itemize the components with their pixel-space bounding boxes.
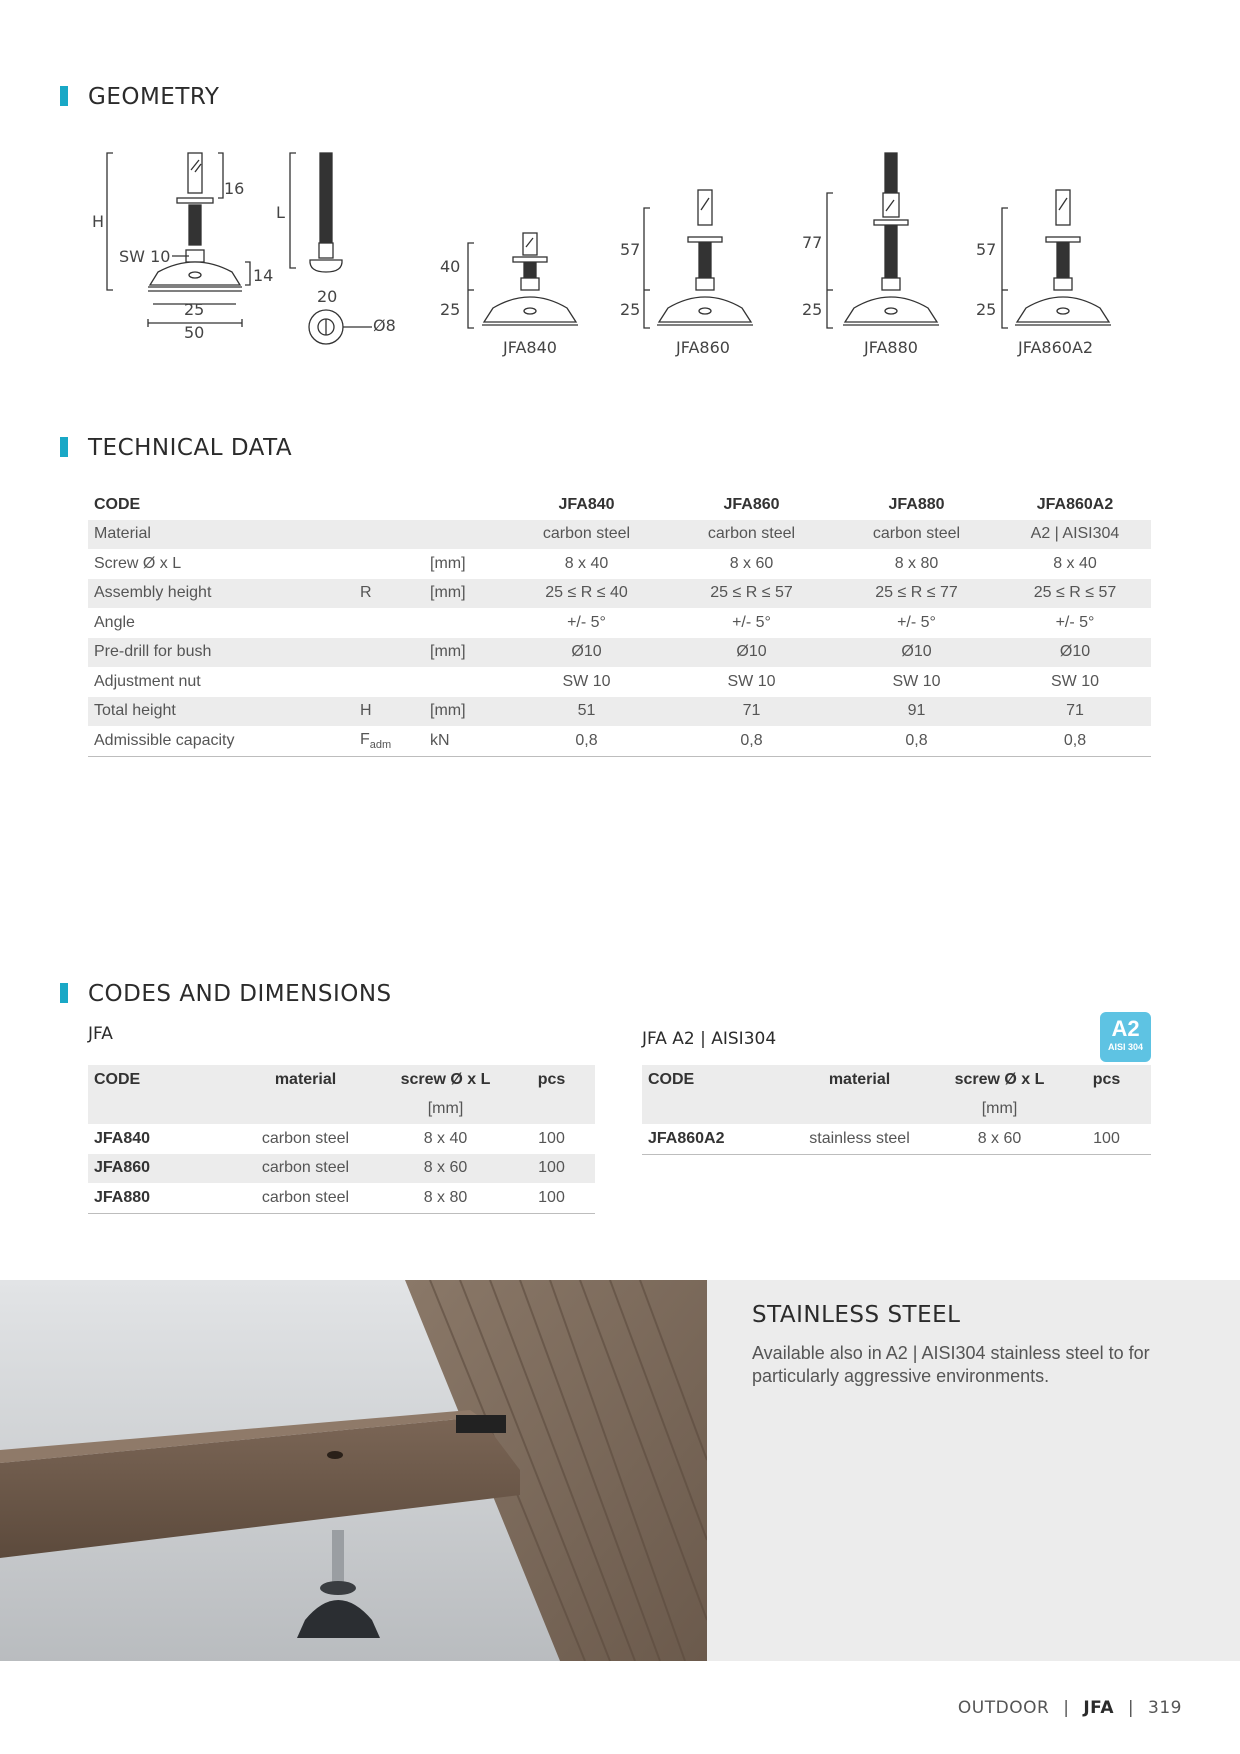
table-header: CODE material screw Ø x L pcs xyxy=(88,1065,595,1095)
dim-label-50: 50 xyxy=(184,323,205,342)
foot-drawing-jfa840 xyxy=(468,233,578,328)
dim-label-25: 25 xyxy=(184,300,205,319)
model-top-dim: 57 xyxy=(620,240,641,259)
model-code: JFA860A2 xyxy=(1018,338,1094,357)
table-row: Assembly height R [mm] 25 ≤ R ≤ 40 25 ≤ R ≤ 57 25 ≤ R ≤ 77 25 ≤ R ≤ 57 xyxy=(88,579,1151,609)
a2-table-title: JFA A2 | AISI304 xyxy=(642,1029,777,1049)
section-title-codes: CODES AND DIMENSIONS xyxy=(60,981,392,1007)
foot-drawing-jfa880 xyxy=(827,153,939,328)
product-photo xyxy=(0,1280,707,1661)
section-marker xyxy=(60,983,68,1003)
a2-codes-table xyxy=(642,1065,1151,1155)
table-unit-row: [mm] xyxy=(642,1095,1151,1125)
foot-drawing-jfa860 xyxy=(644,190,753,328)
stainless-steel-box xyxy=(707,1280,1240,1661)
screw-detail-drawing xyxy=(290,153,372,344)
page-number: 319 xyxy=(1148,1698,1182,1718)
table-row: Screw Ø x L [mm] 8 x 40 8 x 60 8 x 80 8 x 40 xyxy=(94,554,1097,572)
table-row: Adjustment nut SW 10 SW 10 SW 10 SW 10 xyxy=(94,672,1099,690)
table-header: CODE material screw Ø x L pcs xyxy=(642,1065,1151,1095)
table-row: Pre-drill for bush [mm] Ø10 Ø10 Ø10 Ø10 xyxy=(88,638,1151,668)
model-top-dim: 57 xyxy=(976,240,997,259)
model-code: JFA840 xyxy=(503,338,557,357)
dim-label-16: 16 xyxy=(224,179,245,198)
dim-label-h: H xyxy=(92,212,105,231)
table-row: JFA860A2 stainless steel 8 x 60 100 xyxy=(642,1124,1151,1154)
stainless-title: STAINLESS STEEL xyxy=(752,1302,961,1328)
jfa-table-title: JFA xyxy=(88,1024,113,1044)
dim-label-14: 14 xyxy=(253,266,274,285)
page-footer: OUTDOOR | JFA | 319 xyxy=(957,1698,1182,1718)
dim-label-sw: SW 10 xyxy=(119,247,171,266)
model-top-dim: 40 xyxy=(440,257,461,276)
table-row: Admissible capacity $F_{adm}$ kN 0,8 0,8 0,8 0,8 xyxy=(88,726,1151,756)
footer-product: JFA xyxy=(1083,1698,1114,1718)
foot-drawing-jfa860a2 xyxy=(1002,190,1111,328)
model-bottom-dim: 25 xyxy=(620,300,641,319)
table-row: JFA840 carbon steel 8 x 40 100 xyxy=(94,1129,565,1147)
geometry-drawings xyxy=(0,0,1240,370)
dim-label-d8: Ø8 xyxy=(373,316,396,335)
model-bottom-dim: 25 xyxy=(976,300,997,319)
table-unit-row: [mm] xyxy=(88,1095,595,1125)
table-row: Material carbon steel carbon steel carbon steel A2 | AISI304 xyxy=(88,520,1151,550)
table-row: JFA880 carbon steel 8 x 80 100 xyxy=(88,1183,595,1213)
stainless-text: Available also in A2 | AISI304 stainless steel to for particularly aggressive environments. xyxy=(752,1343,1150,1386)
section-title-technical: TECHNICAL DATA xyxy=(60,435,292,461)
footer-section: OUTDOOR xyxy=(957,1698,1050,1718)
table-header: CODE JFA840 JFA860 JFA880 JFA860A2 xyxy=(94,495,1114,513)
symbol-cell: $F_{adm}$ xyxy=(354,726,424,756)
table-row: Angle +/- 5° +/- 5° +/- 5° +/- 5° xyxy=(94,613,1095,631)
section-marker xyxy=(60,437,68,457)
model-top-dim: 77 xyxy=(802,233,823,252)
table-row: Total height H [mm] 51 71 91 71 xyxy=(88,697,1151,727)
model-code: JFA860 xyxy=(676,338,730,357)
section-title-geometry: GEOMETRY xyxy=(60,84,219,110)
model-bottom-dim: 25 xyxy=(440,300,461,319)
dim-label-l: L xyxy=(276,203,285,222)
table-row: JFA860 carbon steel 8 x 60 100 xyxy=(88,1154,595,1184)
a2-aisi304-badge: A2 AISI 304 xyxy=(1100,1012,1151,1062)
model-code: JFA880 xyxy=(864,338,918,357)
dim-label-20: 20 xyxy=(317,287,338,306)
model-bottom-dim: 25 xyxy=(802,300,823,319)
jfa-codes-table xyxy=(88,1065,595,1214)
technical-data-table xyxy=(88,490,1151,757)
